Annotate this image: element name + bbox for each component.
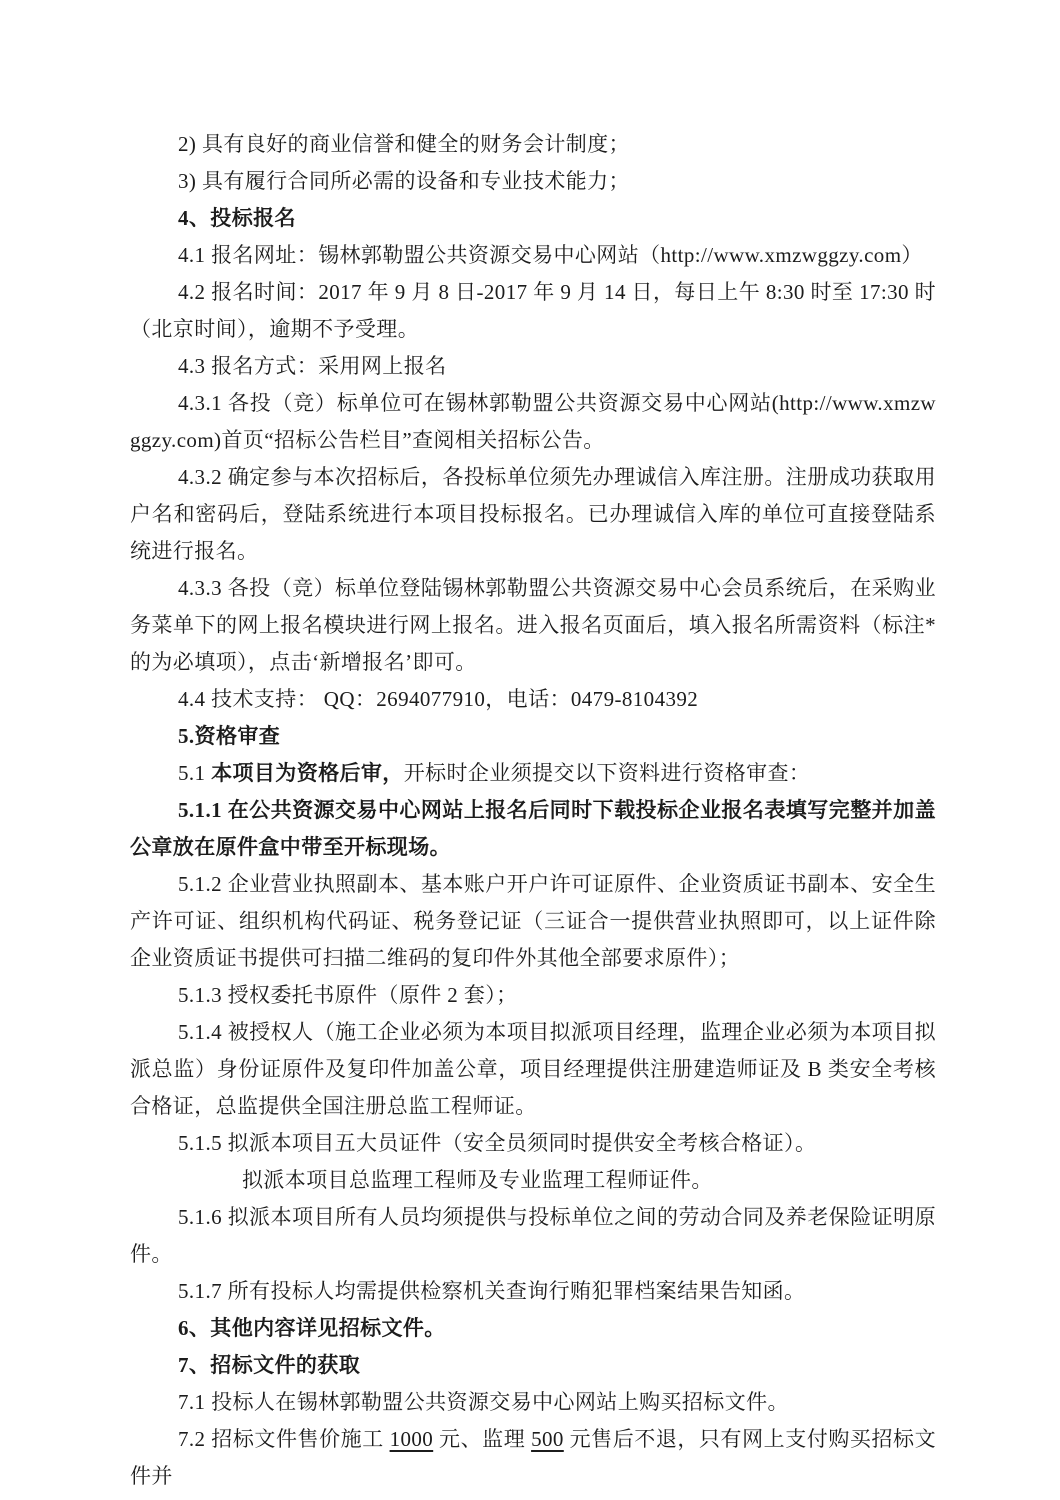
- paragraph: [130, 385, 936, 459]
- paragraph: [130, 866, 936, 977]
- text-segment: 5.1: [178, 761, 212, 785]
- paragraph: [130, 681, 936, 718]
- text-segment: 4.3.3 各投（竞）标单位登陆锡林郭勒盟公共资源交易中心会员系统后，在采购业务菜单下的网上报名模块进行网上报名。进入报名页面后，填入报名所需资料（标注*的为必填项），点击‘新增报名’即可。: [130, 576, 936, 674]
- paragraph: [130, 755, 936, 792]
- paragraph: [130, 1162, 936, 1199]
- paragraph: [130, 126, 936, 163]
- text-segment: 5.资格审查: [178, 724, 281, 748]
- paragraph: [130, 274, 936, 348]
- text-segment: 4、投标报名: [178, 206, 296, 230]
- text-segment: 5.1.3 授权委托书原件（原件 2 套）；: [178, 983, 518, 1007]
- text-segment: 开标时企业须提交以下资料进行资格审查：: [403, 761, 811, 785]
- paragraph: [130, 348, 936, 385]
- text-segment: 5.1.1 在公共资源交易中心网站上报名后同时下载投标企业报名表填写完整并加盖公章放在原件盒中带至开标现场。: [130, 798, 936, 859]
- text-segment: 7.2 招标文件售价施工: [178, 1427, 390, 1451]
- text-segment: 元、监理: [433, 1427, 532, 1451]
- paragraph: [130, 1199, 936, 1273]
- paragraph: [130, 792, 936, 866]
- paragraph: [130, 1347, 936, 1384]
- paragraph: [130, 163, 936, 200]
- underlined-value: 500: [531, 1427, 564, 1451]
- text-segment: 本项目为资格后审，: [211, 761, 404, 785]
- text-segment: 4.4 技术支持： QQ：2694077910，电话：0479-8104392: [178, 687, 699, 711]
- text-segment: 3) 具有履行合同所必需的设备和专业技术能力；: [178, 169, 630, 193]
- text-segment: 5.1.6 拟派本项目所有人员均须提供与投标单位之间的劳动合同及养老保险证明原件。: [130, 1205, 936, 1266]
- text-segment: 5.1.2 企业营业执照副本、基本账户开户许可证原件、企业资质证书副本、安全生产许可证、组织机构代码证、税务登记证（三证合一提供营业执照即可，以上证件除企业资质证书提供可扫描二维码的复印件外其他全部要求原件）；: [130, 872, 936, 970]
- text-segment: 5.1.7 所有投标人均需提供检察机关查询行贿犯罪档案结果告知函。: [178, 1279, 806, 1303]
- text-segment: 7.1 投标人在锡林郭勒盟公共资源交易中心网站上购买招标文件。: [178, 1390, 789, 1414]
- text-segment: 6、其他内容详见招标文件。: [178, 1316, 446, 1340]
- paragraph: [130, 200, 936, 237]
- document-body: [130, 126, 936, 1495]
- paragraph: [130, 1125, 936, 1162]
- paragraph: [130, 237, 936, 274]
- text-segment: 4.3 报名方式：采用网上报名: [178, 354, 447, 378]
- text-segment: 5.1.5 拟派本项目五大员证件（安全员须同时提供安全考核合格证）。: [178, 1131, 817, 1155]
- text-segment: 2) 具有良好的商业信誉和健全的财务会计制度；: [178, 132, 630, 156]
- text-segment: 元售后不退，只有网上支付购买招标文件并: [130, 1427, 936, 1488]
- underlined-value: 1000: [389, 1427, 434, 1451]
- paragraph: [130, 1421, 936, 1495]
- paragraph: [130, 459, 936, 570]
- paragraph: [130, 1273, 936, 1310]
- text-segment: 4.3.1 各投（竞）标单位可在锡林郭勒盟公共资源交易中心网站(http://www.xmzwggzy.com)首页“招标公告栏目”查阅相关招标公告。: [130, 391, 936, 452]
- paragraph: [130, 570, 936, 681]
- paragraph: [130, 718, 936, 755]
- paragraph: [130, 1014, 936, 1125]
- text-segment: 4.1 报名网址：锡林郭勒盟公共资源交易中心网站（http://www.xmzwggzy.com）: [178, 243, 923, 267]
- text-segment: 5.1.4 被授权人（施工企业必须为本项目拟派项目经理，监理企业必须为本项目拟派总监）身份证原件及复印件加盖公章，项目经理提供注册建造师证及 B 类安全考核合格证，总监提供全国注册总监工程师证。: [130, 1020, 936, 1118]
- text-segment: 拟派本项目总监理工程师及专业监理工程师证件。: [242, 1168, 713, 1192]
- paragraph: [130, 1384, 936, 1421]
- paragraph: [130, 1310, 936, 1347]
- text-segment: 4.2 报名时间：2017 年 9 月 8 日-2017 年 9 月 14 日，每日上午 8:30 时至 17:30 时（北京时间），逾期不予受理。: [130, 280, 936, 341]
- text-segment: 7、招标文件的获取: [178, 1353, 361, 1377]
- text-segment: 4.3.2 确定参与本次招标后，各投标单位须先办理诚信入库注册。注册成功获取用户名和密码后，登陆系统进行本项目投标报名。已办理诚信入库的单位可直接登陆系统进行报名。: [130, 465, 936, 563]
- paragraph: [130, 977, 936, 1014]
